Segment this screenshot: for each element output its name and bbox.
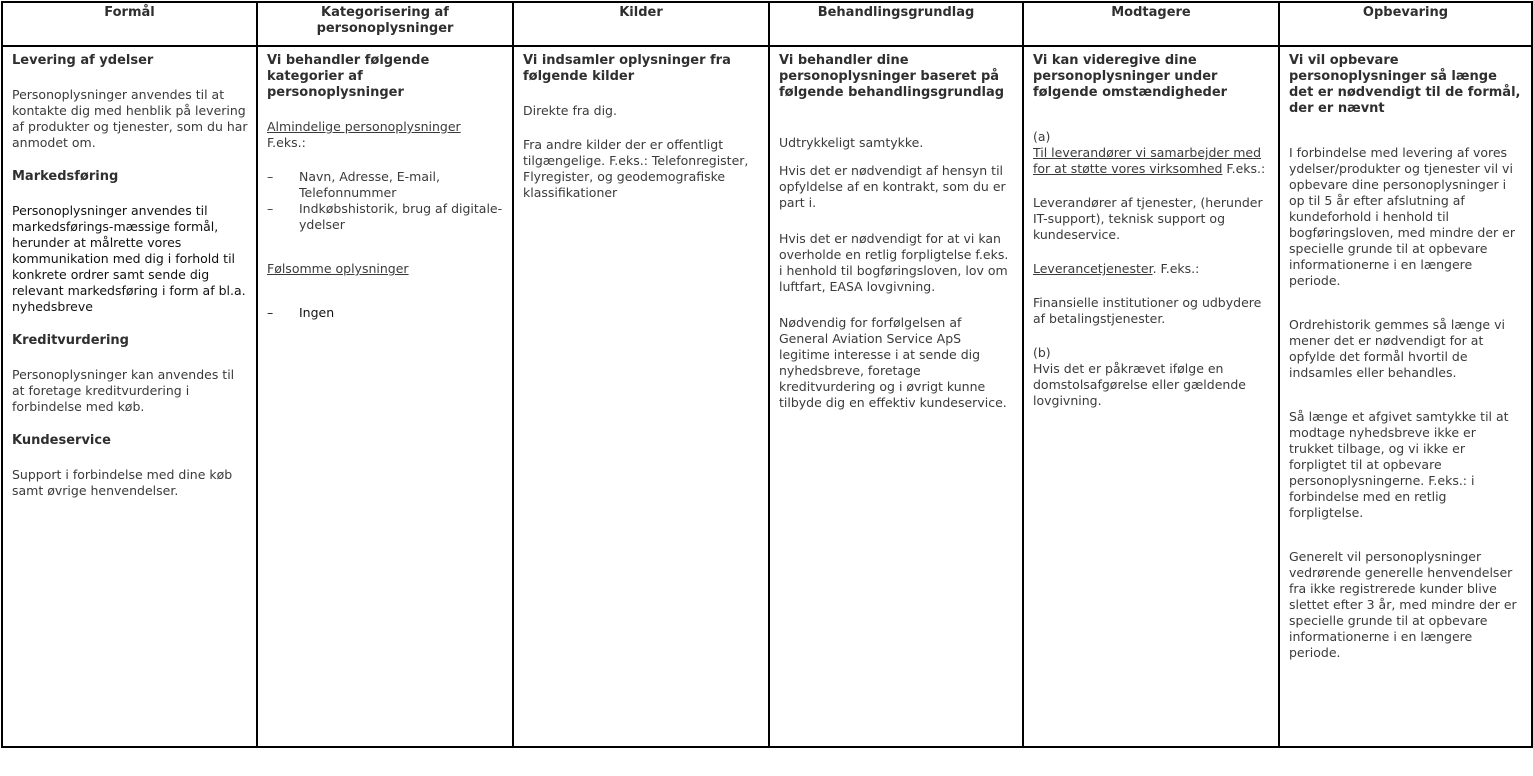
almindelige-eg: F.eks.: [267, 135, 306, 150]
list-item [267, 305, 504, 321]
header-row [2, 2, 1532, 46]
header-kategorisering: Kategorisering af personoplysninger [257, 2, 513, 46]
cell-behandlingsgrundlag [769, 46, 1023, 747]
section-text-levering: Personoplysninger anvendes til at kontakte dig med henblik på levering af produkter og tjenester, som du har anmodet om. [12, 87, 248, 150]
cell-kilder [513, 46, 769, 747]
opbevaring-heading: Vi vil opbevare personoplysninger så længe det er nødvendigt til de formål, der er nævnt [1289, 53, 1521, 116]
privacy-table-document [1, 1, 1531, 748]
section-text-kreditvurdering: Personoplysninger kan anvendes til at foretage kreditvurdering i forbindelse med køb. [12, 367, 235, 414]
almindelige-label [267, 119, 504, 135]
cell-formaal [2, 46, 257, 747]
list-item-text: Indkøbshistorik, brug af digitale-ydelser [299, 201, 503, 232]
modtagere-label-b: (b) [1033, 345, 1051, 360]
kategorisering-heading: Vi behandler følgende kategorier af personoplysninger [267, 53, 430, 100]
leverandoerer-eg: F.eks.: [1222, 161, 1266, 176]
modtagere-heading: Vi kan videregive dine personoplysninger under følgende omstændigheder [1033, 53, 1228, 100]
dash-bullet: – [267, 169, 274, 184]
list-item [267, 169, 504, 201]
privacy-table [1, 1, 1533, 748]
cell-modtagere [1023, 46, 1279, 747]
leverancetjenester-eg: . F.eks.: [1152, 261, 1200, 276]
kilder-heading: Vi indsamler oplysninger fra følgende kilder [523, 53, 731, 84]
behandlingsgrundlag-heading: Vi behandler dine personoplysninger baseret på følgende behandlingsgrundlag [779, 53, 1005, 100]
modtagere-label-a: (a) [1033, 129, 1051, 144]
dash-bullet: – [267, 201, 274, 216]
opbevaring-ordrehistorik: Ordrehistorik gemmes så længe vi mener det er nødvendigt for at opfylde det formål hvortil de indsamles eller behandles. [1289, 317, 1505, 380]
foelsomme-heading: Følsomme oplysninger [267, 261, 409, 276]
modtagere-a-finansielle: Finansielle institutioner og udbydere af betalingstjenester. [1033, 295, 1262, 326]
kilder-text-andre: Fra andre kilder der er offentligt tilgængelige. F.eks.: Telefonregister, Flyregister, og geodemografiske klassifikationer [523, 137, 749, 200]
cell-kategorisering [257, 46, 513, 747]
grundlag-legitim-interesse: Nødvendig for forfølgelsen af General Aviation Service ApS legitime interesse i at sende dig nyhedsbreve, foretage kreditvurdering og i øvrigt kunne tilbyde dig en effektiv kundeservice. [779, 315, 1007, 410]
section-title-markedsfoering: Markedsføring [12, 169, 119, 184]
list-item-text: Navn, Adresse, E-mail, Telefonnummer [299, 169, 440, 200]
modtagere-b-text: Hvis det er påkrævet ifølge en domstolsafgørelse eller gældende lovgivning. [1033, 361, 1246, 408]
foelsomme-label [267, 261, 504, 277]
grundlag-kontrakt: Hvis det er nødvendigt af hensyn til opfyldelse af en kontrakt, som du er part i. [779, 163, 1006, 210]
dash-bullet: – [267, 305, 274, 320]
header-opbevaring: Opbevaring [1279, 2, 1532, 46]
grundlag-retlig: Hvis det er nødvendigt for at vi kan overholde en retlig forpligtelse f.eks. i henhold til bogføringsloven, lov om luftfart, EASA lovgivning. [779, 231, 1009, 294]
section-title-kundeservice: Kundeservice [12, 433, 111, 448]
leverancetjenester-link: Leverancetjenester [1033, 261, 1153, 276]
modtagere-a-tjenester: Leverandører af tjenester, (herunder IT-support), teknisk support og kundeservice. [1033, 195, 1263, 242]
header-behandlingsgrundlag: Behandlingsgrundlag [769, 2, 1023, 46]
header-kilder: Kilder [513, 2, 769, 46]
cell-opbevaring [1279, 46, 1532, 747]
opbevaring-levering: I forbindelse med levering af vores ydelser/produkter og tjenester vil vi opbevare dine personoplysninger i op til 5 år efter afslutning af kundeforhold i henhold til bogføringsloven, med mindre der er specielle grunde til at opbevare informationerne i en længere periode. [1289, 145, 1516, 288]
section-title-kreditvurdering: Kreditvurdering [12, 333, 129, 348]
header-modtagere: Modtagere [1023, 2, 1279, 46]
grundlag-samtykke: Udtrykkeligt samtykke. [779, 135, 924, 150]
section-text-markedsfoering: Personoplysninger anvendes til markedsførings-mæssige formål, herunder at målrette vores kommunikation med dig i forhold til konkrete ordrer samt sende dig relevant markedsføring i form af bl.a. nyhedsbreve [12, 203, 246, 314]
modtagere-a-intro [1033, 145, 1270, 177]
opbevaring-generelt: Generelt vil personoplysninger vedrørende generelle henvendelser fra ikke registrerede kunder blive slettet efter 3 år, med mindre der er specielle grunde til at opbevare informationerne i en længere periode. [1289, 549, 1517, 660]
leverandoerer-link: Til leverandører vi samarbejder med for at støtte vores virksomhed [1033, 145, 1262, 176]
header-formaal: Formål [2, 2, 257, 46]
section-text-kundeservice: Support i forbindelse med dine køb samt øvrige henvendelser. [12, 467, 233, 498]
kilder-text-direkte: Direkte fra dig. [523, 103, 617, 118]
content-row [2, 46, 1532, 747]
almindelige-heading: Almindelige personoplysninger [267, 119, 461, 134]
modtagere-a-leverance [1033, 261, 1270, 277]
section-title-levering: Levering af ydelser [12, 53, 154, 68]
list-item-text: Ingen [299, 305, 335, 320]
opbevaring-samtykke: Så længe et afgivet samtykke til at modtage nyhedsbreve ikke er trukket tilbage, og vi ikke er forpligtet til at opbevare personoplysningerne. F.eks.: i forbindelse med en retlig forpligtelse. [1289, 409, 1509, 520]
list-item [267, 201, 504, 233]
